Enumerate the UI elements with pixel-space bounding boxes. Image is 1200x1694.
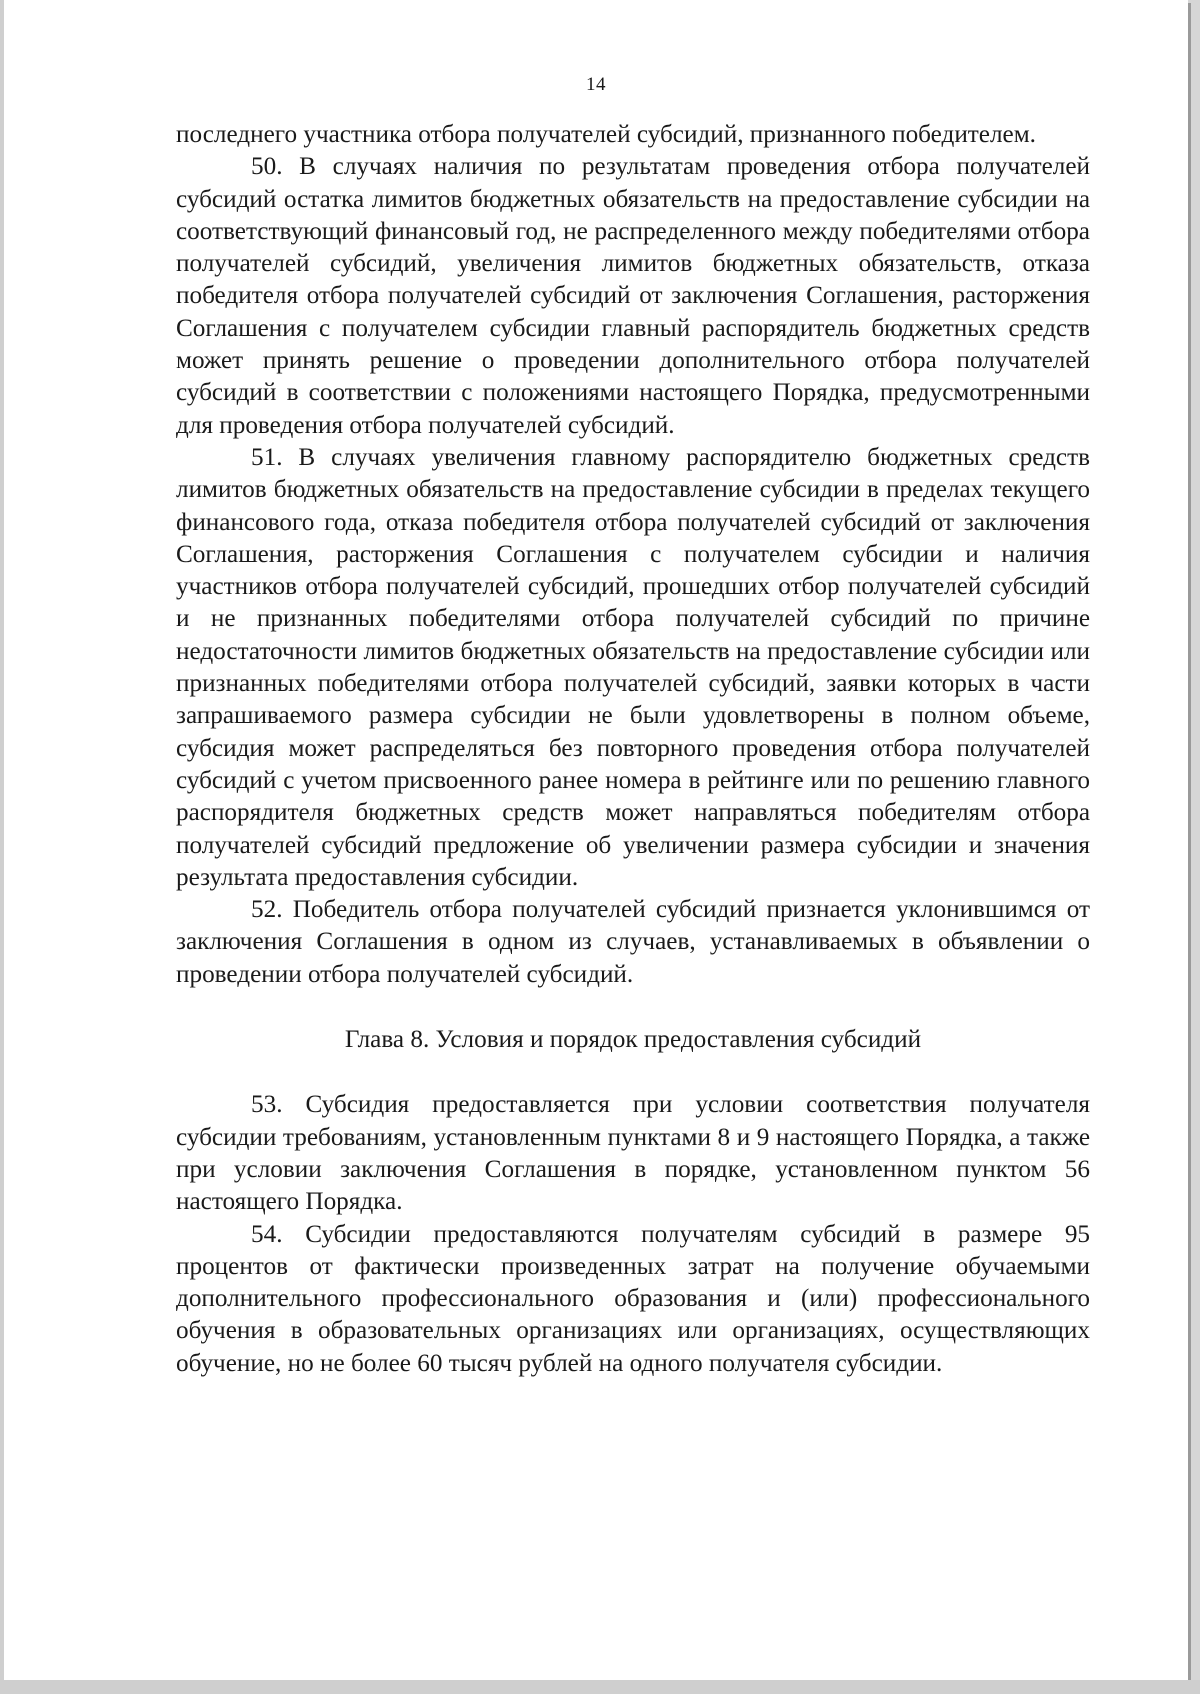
paragraph-text: Победитель отбора получателей субсидий признается уклонившимся от заключения Соглашения в одном из случаев, устанавливаемых в объявлении о проведении отбора получателей субсидий. (176, 896, 1090, 988)
document-page (4, 0, 1188, 1680)
paragraph-50 (176, 151, 1090, 442)
paragraph-51 (176, 442, 1090, 894)
paragraph-number: 54. (251, 1220, 283, 1248)
page-number: 14 (586, 74, 606, 95)
document-body (176, 119, 1090, 1380)
paragraph-54 (176, 1219, 1090, 1380)
paragraph-number: 53. (251, 1091, 283, 1119)
paragraph-text: В случаях наличия по результатам проведения отбора получателей субсидий остатка лимитов бюджетных обязательств на предоставление субсидии на соответствующий финансовый год, не распределенного между победителями отбора получателей субсидий, увеличения лимитов бюджетных обязательств, отказа победителя отбора получателей субсидий от заключения Соглашения, расторжения Соглашения с получателем субсидии главный распорядитель бюджетных средств может принять решение о проведении дополнительного отбора получателей субсидий в соответствии с положениями настоящего Порядка, предусмотренными для проведения отбора получателей субсидий. (176, 153, 1090, 439)
paragraph-text: Субсидии предоставляются получателям субсидий в размере 95 процентов от фактически произведенных затрат на получение обучаемыми дополнительного профессионального образования и (или) профессионального обучения в образовательных организациях или организациях, осуществляющих обучение, но не более 60 тысяч рублей на одного получателя субсидии. (176, 1220, 1091, 1377)
paragraph-52 (176, 894, 1090, 991)
paragraph-text: В случаях увеличения главному распорядителю бюджетных средств лимитов бюджетных обязательств на предоставление субсидии в пределах текущего финансового года, отказа победителя отбора получателей субсидий от заключения Соглашения, расторжения Соглашения с получателем субсидии и наличия участников отбора получателей субсидий, прошедших отбор получателей субсидий и не признанных победителями отбора получателей субсидий по причине недостаточности лимитов бюджетных обязательств на предоставление субсидии или признанных победителями отбора получателей субсидий, заявки которых в части запрашиваемого размера субсидии не были удовлетворены в полном объеме, субсидия может распределяться без повторного проведения отбора получателей субсидий с учетом присвоенного ранее номера в рейтинге или по решению главного распорядителя бюджетных средств может направляться победителям отбора получателей субсидий предложение об увеличении размера субсидии и значения результата предоставления субсидии. (176, 443, 1090, 891)
chapter-heading: Глава 8. Условия и порядок предоставления субсидий (344, 1026, 922, 1054)
paragraph-number: 52. (251, 896, 283, 924)
paragraph-53 (176, 1089, 1090, 1218)
paragraph-number: 50. (251, 153, 283, 181)
paragraph-text: Субсидия предоставляется при условии соответствия получателя субсидии требованиям, установленным пунктами 8 и 9 настоящего Порядка, а также при условии заключения Соглашения в порядке, установленном пунктом 56 настоящего Порядка. (176, 1091, 1090, 1216)
paragraph-number: 51. (251, 443, 283, 471)
intro-paragraph: последнего участника отбора получателей субсидий, признанного победителем. (176, 121, 1036, 148)
scan-border-bottom (0, 1680, 1200, 1694)
